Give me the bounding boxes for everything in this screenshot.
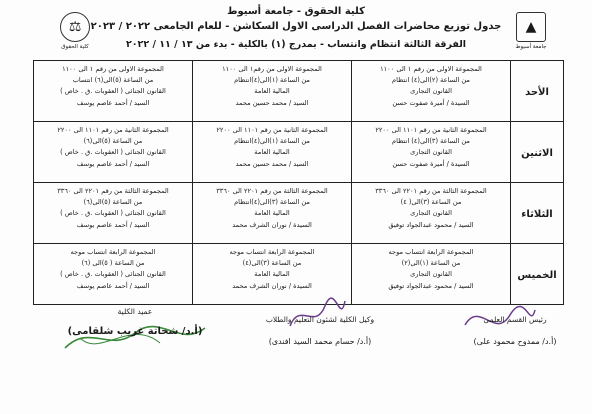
signature-vice-dean: [220, 314, 420, 348]
cell-text-line: من الساعة (٣)الى( ٤): [400, 198, 462, 207]
cell-text-line: من الساعة (٥)الى(٦): [83, 198, 143, 207]
schedule-subtitle: الفرقة الثالثة انتظام وانتساب - بمدرج (١) بالكلية - بدء من ١٣ / ١١ / ٢٠٢٢: [125, 39, 467, 50]
university-logo: ▲: [516, 12, 546, 42]
cell-text-line: من الساعة (٣)الى(٤): [242, 259, 302, 268]
signature-title: رئيس القسم العلمى: [483, 315, 547, 324]
cell-text-line: السيدة / أميرة صفوت حسن: [392, 159, 470, 168]
cell-text-line: السيدة / نوران الشرف محمد: [232, 281, 312, 290]
cell-text-line: المجموعة الاولى من رقم ١ الى ١١٠٠: [380, 65, 482, 73]
cell-text-line: المالية العامة: [254, 87, 290, 96]
signature-title: عميد الكلية: [117, 307, 153, 316]
cell-text-line: من الساعة ( ٥)الى (٦): [81, 259, 145, 268]
cell-text-line: المجموعة الاولى من رقم١ الى ١١٠٠: [222, 65, 322, 73]
cell-text-line: من الساعة (٥)الى(٦) انتساب: [72, 76, 154, 85]
cell-text-line: المالية العامة: [254, 209, 290, 218]
cell-text-line: القانون التجارى: [410, 270, 452, 279]
cell-text-line: المجموعة الثالثة من رقم ٢٢٠١ الى ٣٣٦٠: [57, 187, 169, 195]
signature-title: وكيل الكلية لشئون التعليم والطلاب: [265, 315, 375, 324]
schedule-cell: [34, 61, 193, 122]
cell-text-line: من الساعة (٢)الى(٤) انتظام: [392, 76, 470, 85]
cell-text-line: المالية العامة: [254, 148, 290, 157]
cell-text-line: المجموعة الثالثة من رقم ٢٢٠١ الى ٣٣٦٠: [375, 187, 487, 195]
cell-text-line: من الساعة (١)الى(٤)انتظام: [234, 137, 310, 146]
cell-text-line: من الساعة (١)الى(٤)انتظام: [234, 76, 310, 85]
cell-text-line: من الساعة (٣)الى(٤)انتظام: [234, 198, 310, 207]
schedule-cell: [352, 183, 511, 244]
day-label: الخميس: [511, 244, 564, 305]
schedule-cell: [352, 61, 511, 122]
schedule-cell: [352, 122, 511, 183]
cell-text-line: المالية العامة: [254, 270, 290, 279]
schedule-title: جدول توزيع محاضرات الفصل الدراسى الاول السكاشن - للعام الجامعى ٢٠٢٢ / ٢٠٢٣: [90, 21, 502, 32]
faculty-logo-caption: كلية الحقوق: [61, 44, 89, 50]
schedule-table: [33, 60, 564, 305]
faculty-title: كلية الحقوق - جامعة أسيوط: [227, 6, 365, 17]
schedule-cell: [193, 183, 352, 244]
day-label: الأحد: [511, 61, 564, 122]
cell-text-line: المجموعة الاولى من رقم ١ الى ١١٠٠: [62, 65, 164, 73]
schedule-cell: [193, 122, 352, 183]
cell-text-line: القانون الجنائى ( العقوبات .ق . خاص ): [60, 209, 166, 218]
cell-text-line: القانون الجنائى ( العقوبات .ق . خاص ): [60, 270, 166, 279]
signature-name: (أ.د/ شحاتة غريب شلقامى): [67, 326, 203, 337]
cell-text-line: المجموعة الثانية من رقم ١١٠١ الى ٢٢٠٠: [216, 126, 328, 134]
signature-department-head: [440, 314, 590, 348]
cell-text-line: القانون الجنائى ( العقوبات .ق . خاص ): [60, 148, 166, 157]
cell-text-line: السيدة / نوران الشرف محمد: [232, 220, 312, 229]
cell-text-line: السيد / أحمد عاصم يوسف: [76, 159, 150, 168]
cell-text-line: السيد / أحمد عاصم يوسف: [76, 281, 150, 290]
signature-name: (أ.د/ حسام محمد السيد افندى): [268, 337, 372, 346]
cell-text-line: السيد / أحمد عاصم يوسف: [76, 220, 150, 229]
cell-text-line: من الساعة (١)الى(٢): [401, 259, 461, 268]
cell-text-line: المجموعة الرابعة انتساب موجه: [388, 248, 474, 256]
schedule-row: [34, 183, 564, 244]
cell-text-line: القانون التجارى: [410, 148, 452, 157]
cell-text-line: من الساعة (٣)الى(٤) انتظام: [392, 137, 470, 146]
faculty-scales-logo: ⚖: [60, 12, 90, 42]
cell-text-line: القانون الجنائى ( العقوبات .ق . خاص ): [60, 87, 166, 96]
day-label: الثلاثاء: [511, 183, 564, 244]
schedule-cell: [34, 244, 193, 305]
schedule-row: [34, 61, 564, 122]
signature-name: (أ.د/ ممدوح محمود على): [473, 337, 557, 346]
cell-text-line: القانون التجارى: [410, 209, 452, 218]
schedule-cell: [34, 122, 193, 183]
schedule-cell: [352, 244, 511, 305]
schedule-row: [34, 122, 564, 183]
schedule-cell: [34, 183, 193, 244]
cell-text-line: السيد / أحمد عاصم يوسف: [76, 98, 150, 107]
cell-text-line: السيدة / أميرة صفوت حسن: [392, 98, 470, 107]
cell-text-line: القانون التجارى: [410, 87, 452, 96]
cell-text-line: المجموعة الثالثة من رقم ٢٢٠١ الى ٣٣٦٠: [216, 187, 328, 195]
cell-text-line: المجموعة الثانية من رقم ١١٠١ الى ٢٢٠٠: [375, 126, 487, 134]
university-logo-caption: جامعة أسيوط: [515, 44, 547, 50]
cell-text-line: المجموعة الرابعة انتساب موجه: [70, 248, 156, 256]
cell-text-line: السيد / محمود عبدالجواد توفيق: [388, 281, 474, 290]
cell-text-line: السيد / محمد حسين محمد: [235, 98, 309, 107]
cell-text-line: السيد / محمود عبدالجواد توفيق: [388, 220, 474, 229]
cell-text-line: المجموعة الثانية من رقم ١١٠١ الى ٢٢٠٠: [57, 126, 169, 134]
signature-dean: [50, 306, 220, 338]
schedule-cell: [193, 61, 352, 122]
day-label: الاثنين: [511, 122, 564, 183]
cell-text-line: السيد / محمد حسين محمد: [235, 159, 309, 168]
cell-text-line: من الساعة (٥)الى(٦): [83, 137, 143, 146]
cell-text-line: المجموعة الرابعة انتساب موجه: [229, 248, 315, 256]
